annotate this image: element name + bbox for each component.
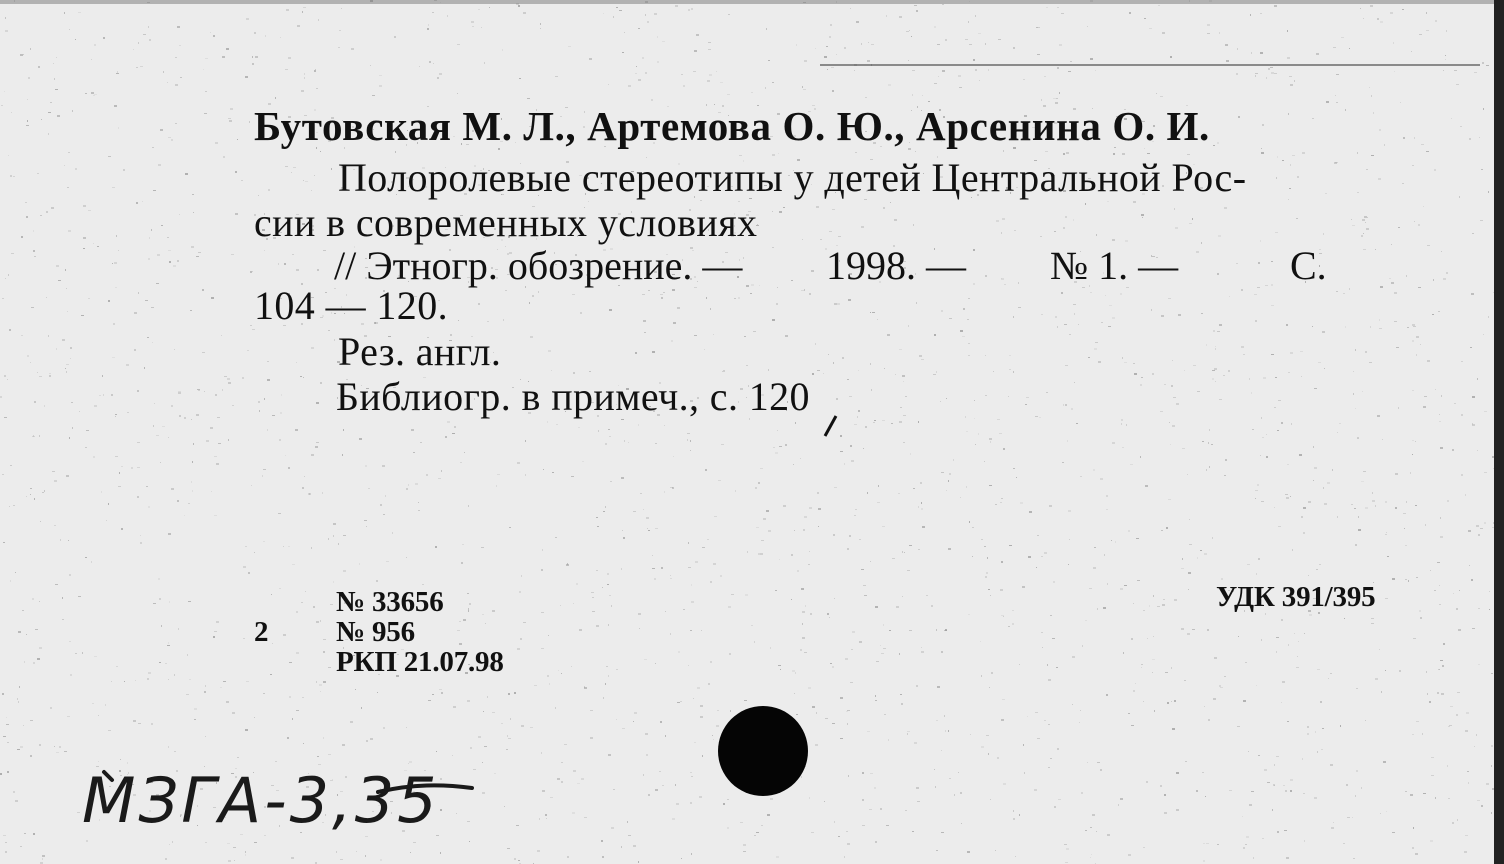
registration-number-1: № 33656 [336, 586, 444, 618]
copies-count: 2 [254, 616, 269, 648]
card-top-rule [820, 64, 1480, 66]
title-line-1: Полоролевые стереотипы у детей Центральной Рос- [338, 155, 1247, 200]
pen-tick-mark [822, 414, 838, 438]
rkp-date: РКП 21.07.98 [336, 646, 504, 678]
card-right-edge [1494, 0, 1504, 864]
handwritten-code-text: МЗГА-3,35 [82, 764, 440, 837]
bibliography-note: Библиогр. в примеч., с. 120 [336, 374, 810, 419]
source-pages: 104 — 120. [254, 283, 448, 328]
source-journal: // Этногр. обозрение. — [334, 243, 743, 288]
author-heading: Бутовская М. Л., Артемова О. Ю., Арсенина О. И. [254, 103, 1210, 149]
card-top-edge [0, 0, 1504, 4]
source-year: 1998. — [826, 243, 966, 288]
source-issue: № 1. — [1050, 243, 1179, 288]
handwritten-shelf-code [82, 766, 482, 846]
registration-number-2: № 956 [336, 616, 415, 648]
card-punch-hole [718, 706, 808, 796]
source-page-label: С. [1290, 243, 1327, 288]
summary-note: Рез. англ. [338, 329, 502, 374]
title-line-2: сии в современных условиях [254, 200, 758, 245]
udc-code: УДК 391/395 [1216, 581, 1376, 613]
handwritten-underline [82, 766, 482, 846]
